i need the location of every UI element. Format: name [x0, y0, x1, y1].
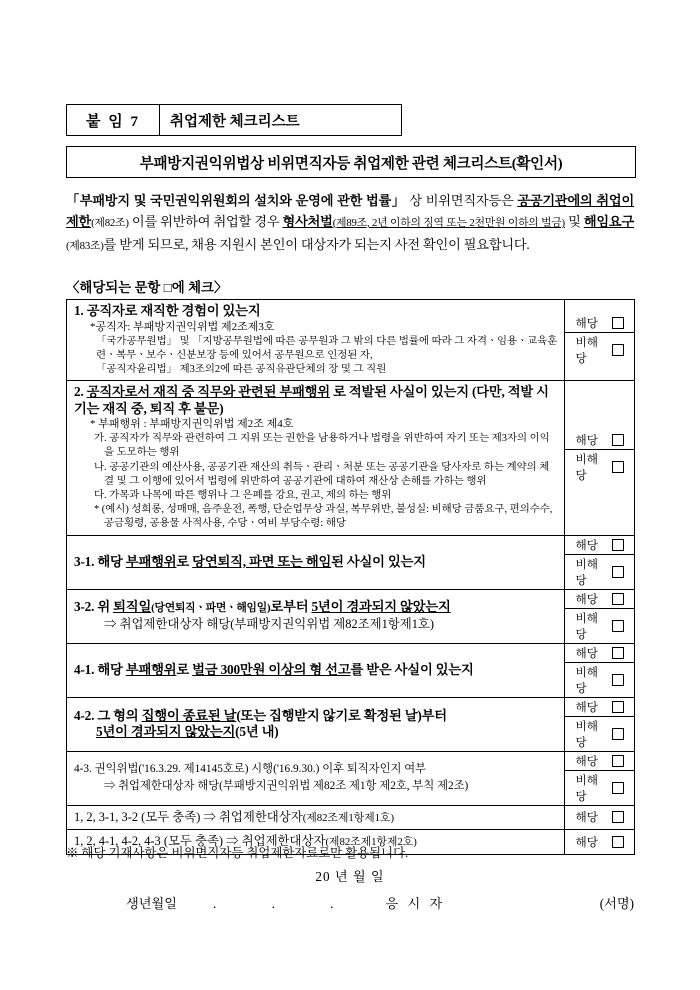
date-line: 20 년 월 일 [315, 869, 385, 884]
intro-text-5: 를 받게 되므로, 채용 지원시 본인이 대상자가 되는지 사전 확인이 필요합니다. [103, 237, 530, 252]
q4-2-number: 4-2. [74, 707, 95, 723]
summary-1-pre: 1, 2, 3-1, 3-2 (모두 충족) [74, 809, 201, 824]
q3-1-answer-no[interactable] [565, 555, 634, 589]
birthdate-label: 생년월일 [126, 896, 177, 911]
checkbox-icon[interactable] [612, 539, 624, 551]
q3-2-yes-label: 해당 [575, 592, 598, 606]
birthdate-field[interactable]: . . . [212, 896, 360, 911]
q4-3-answer-yes[interactable] [565, 752, 634, 770]
q3-2-small: (당연퇴직ㆍ파면ㆍ해임일) [151, 601, 271, 614]
checkbox-icon[interactable] [612, 593, 624, 605]
applicant-label: 응 시 자 [385, 896, 446, 911]
summary-2-small: (제82조제1항제2호) [325, 836, 417, 849]
q4-2-answer-cell [565, 697, 635, 751]
q4-3-yes-label: 해당 [575, 754, 598, 768]
q3-1-b1: 부패행위 [125, 553, 177, 569]
checkbox-icon[interactable] [612, 701, 624, 713]
q3-1-yes-label: 해당 [575, 538, 598, 552]
q4-1-pre: 해당 [97, 661, 126, 677]
intro-article-82: (제82조) [91, 217, 129, 229]
q3-2-pre: 위 [97, 598, 114, 614]
q2-number: 2. [74, 384, 84, 400]
q1-number: 1. [74, 303, 84, 318]
q4-1-answer-no[interactable] [565, 663, 634, 697]
q3-2-no-label: 비해당 [575, 611, 598, 641]
q1-note-3: 「공직자윤리법」 제3조의2에 따른 공직유관단체의 장 및 그 직원 [96, 363, 387, 375]
q3-2-b2: 5년이 경과되지 않았는지 [311, 598, 451, 614]
table-row [67, 300, 635, 381]
q4-3-number: 4-3. [74, 763, 92, 776]
intro-public-org: 공공기관에의 취업이 제한 [66, 193, 634, 229]
q4-2-post2: (5년 내) [235, 724, 279, 740]
q3-1-answer-yes[interactable] [565, 536, 634, 554]
q3-1-mid: 로 [176, 553, 193, 569]
q4-3-answer-no[interactable] [565, 771, 634, 805]
q3-2-sub: ⇒ 취업제한대상자 해당(부패방지권익위법 제82조제1항제1호) [104, 617, 435, 632]
attachment-title: 취업제한 체크리스트 [160, 104, 402, 136]
summary-1-yes-label: 해당 [575, 811, 598, 825]
intro-dismissal: 해임요구 [583, 214, 635, 229]
q3-2-mid: 로부터 [270, 598, 312, 614]
intro-article-83: (제83조) [66, 240, 104, 252]
attachment-number: 붙 임 7 [66, 104, 160, 136]
q3-1-answer-cell [565, 535, 635, 589]
signature-label[interactable]: (서명) [599, 896, 634, 911]
q3-1-cell [67, 535, 565, 589]
q2-answer-yes[interactable] [565, 431, 634, 449]
q1-title-line [74, 303, 559, 320]
q2-cell [67, 381, 565, 535]
q4-2-no-label: 비해당 [575, 719, 598, 749]
q4-2-answer-yes[interactable] [565, 698, 634, 716]
q2-answer-cell [565, 381, 635, 535]
q4-2-line2 [74, 724, 559, 741]
checkbox-icon[interactable] [612, 566, 624, 578]
checkbox-icon[interactable] [612, 647, 624, 659]
checkbox-icon[interactable] [612, 434, 624, 446]
q4-3-cell [67, 751, 565, 805]
summary-2-pre: 1, 2, 4-1, 4-2, 4-3 (모두 충족) [74, 834, 224, 849]
q2-note-3: 나. 공공기관의 예산사용, 공공기관 재산의 취득ㆍ관리ㆍ처분 또는 공공기관을 당사자로 하는 계약의 체결 및 그 이행에 있어서 법령에 위반하여 공공기관에 대하여 재산상 손해를 가하는 행위 [94, 461, 550, 487]
q3-2-cell [67, 589, 565, 643]
q2-no-label: 비해당 [575, 453, 598, 483]
q1-yes-label: 해당 [575, 316, 598, 330]
checkbox-icon[interactable] [612, 317, 624, 329]
summary-2-yes-label: 해당 [575, 835, 598, 849]
q4-2-post1: (또는 집행받지 않기로 확정된 날)부터 [236, 707, 447, 723]
q4-1-cell [67, 643, 565, 697]
q3-1-text [74, 554, 559, 571]
intro-text-3: 이를 위반하여 취업할 경우 [128, 214, 283, 229]
q1-answer-cell [565, 300, 635, 381]
q3-1-pre: 해당 [97, 553, 126, 569]
summary-1-small: (제82조제1항제1호) [302, 811, 395, 824]
q2-title-line [74, 384, 559, 417]
q2-answer-no[interactable] [565, 450, 634, 484]
q3-2-answer-cell [565, 589, 635, 643]
q1-note-1: *공직자: 부패방지권익위법 제2조제3호 [90, 320, 275, 333]
q3-2-answer-yes[interactable] [565, 590, 634, 608]
checkbox-icon[interactable] [612, 782, 624, 794]
checkbox-icon[interactable] [612, 674, 624, 686]
q1-no-label: 비해당 [575, 335, 598, 365]
q3-1-no-label: 비해당 [575, 557, 598, 587]
q4-3-sub: ⇒ 취업제한대상자 해당(부패방지권익위법 제82조 제1항 제2호, 부칙 제2조) [104, 779, 469, 792]
intro-paragraph [66, 190, 634, 257]
table-row [67, 589, 635, 643]
q4-2-pre: 그 형의 [97, 707, 142, 723]
table-row [67, 535, 635, 589]
summary-1-arrow: ⇒ 취업제한대상자 [200, 809, 303, 824]
intro-article-89: (제89조, 2년 이하의 징역 또는 2천만원 이하의 벌금) [332, 217, 565, 229]
q4-3-body: 권익위법('16.3.29. 제14145호로) 시행('16.9.30.) 이후 퇴직자인지 여부 [94, 763, 427, 776]
summary-1-cell [67, 805, 565, 830]
q3-2-b1: 퇴직일 [113, 598, 152, 614]
q4-1-mid: 로 [176, 661, 193, 677]
q2-note-5: * (예시) 성희롱, 성매매, 음주운전, 폭행, 단순업무상 과실, 복무위반, 불성실: 비해당 금품요구, 편의수수, 공금횡령, 공용물 사적사용, 수당ㆍ여비 부당수령: 해당 [94, 504, 553, 530]
q4-3-no-label: 비해당 [575, 773, 598, 803]
q3-1-post: 된 사실이 있는지 [331, 553, 426, 569]
q4-3-text [74, 761, 559, 778]
q4-3-answer-cell [565, 751, 635, 805]
summary-1-answer-yes[interactable] [565, 808, 634, 826]
q4-1-answer-cell [565, 643, 635, 697]
q4-2-line1 [74, 708, 559, 725]
q2-title-1: 공직자로서 재직 중 직무와 관련된 부패행위 [86, 384, 330, 400]
intro-criminal: 형사처벌 [282, 214, 333, 229]
q4-1-b2: 벌금 300만원 이상의 형 선고 [192, 661, 351, 677]
checkbox-icon[interactable] [612, 620, 624, 632]
q3-1-b2: 당연퇴직, 파면 또는 해임 [192, 553, 332, 569]
footer-note: ※ 해당 기재사항은 비위면직자등 취업제한자료로만 활용됩니다. [66, 846, 409, 860]
q4-2-b2: 5년이 경과되지 않았는지 [96, 724, 236, 740]
intro-text-2: 상 비위면직자등은 [405, 193, 518, 208]
q2-note-4: 다. 가목과 나목에 따른 행위나 그 은폐를 강요, 권고, 제의 하는 행위 [94, 489, 392, 501]
q1-note-2: 「국가공무원법」 및 「지방공무원법에 따른 공무원과 그 밖의 다른 법률에 따라 그 자격ㆍ임용ㆍ교육훈련ㆍ복무ㆍ보수ㆍ신분보장 등에 있어서 공무원으로 인정된 자, [96, 335, 558, 361]
table-row [67, 805, 635, 830]
table-row [67, 751, 635, 805]
checkbox-icon[interactable] [612, 344, 624, 356]
q2-note-1: * 부패행위 : 부패방지권익위법 제2조 제4호 [90, 418, 294, 431]
q1-answer-no[interactable] [565, 333, 634, 367]
checklist-table [66, 299, 635, 855]
q4-1-text [74, 662, 559, 679]
q4-1-b1: 부패행위 [125, 661, 177, 677]
checkbox-icon[interactable] [612, 461, 624, 473]
q2-yes-label: 해당 [575, 434, 598, 448]
q4-2-yes-label: 해당 [575, 700, 598, 714]
q1-cell [67, 300, 565, 381]
q4-2-cell [67, 697, 565, 751]
q4-1-answer-yes[interactable] [565, 644, 634, 662]
checkbox-icon[interactable] [612, 728, 624, 740]
q1-title: 공직자로 재직한 경험이 있는지 [86, 303, 261, 318]
signature-line [66, 893, 634, 912]
table-row [67, 643, 635, 697]
q4-1-post: 를 받은 사실이 있는지 [350, 661, 474, 677]
q2-note-2: 가. 공직자가 직무와 관련하여 그 지위 또는 권한을 남용하거나 법령을 위반하여 자기 또는 제3자의 이익을 도모하는 행위 [94, 433, 550, 459]
q4-2-b1: 집행이 종료된 날 [141, 707, 237, 723]
table-row [67, 697, 635, 751]
checkbox-icon[interactable] [612, 755, 624, 767]
page-title: 부패방지권익위법상 비위면직자등 취업제한 관련 체크리스트(확인서) [66, 146, 636, 178]
summary-1-answer-cell [565, 805, 635, 830]
q3-1-number: 3-1. [74, 553, 95, 569]
checkbox-icon[interactable] [612, 811, 624, 823]
check-instruction: 〈해당되는 문항 □에 체크〉 [66, 280, 228, 295]
q3-2-text [74, 599, 559, 617]
q3-2-number: 3-2. [74, 598, 95, 614]
q1-answer-yes[interactable] [565, 314, 634, 332]
q3-2-answer-no[interactable] [565, 609, 634, 643]
table-row [67, 381, 635, 535]
q2-title-2: 로 적발된 사실이 있는지 (다만, 적발 시기는 재직 중, 퇴직 후 불문) [74, 384, 549, 416]
q4-1-number: 4-1. [74, 661, 95, 677]
q4-1-yes-label: 해당 [575, 646, 598, 660]
intro-text-4: 및 [564, 214, 584, 229]
attachment-header [66, 104, 402, 136]
summary-2-arrow: ⇒ 취업제한대상자 [223, 834, 326, 849]
q4-1-no-label: 비해당 [575, 665, 598, 695]
q4-2-answer-no[interactable] [565, 717, 634, 751]
intro-law-name: 「부패방지 및 국민권익위원회의 설치와 운영에 관한 법률」 [66, 193, 406, 208]
